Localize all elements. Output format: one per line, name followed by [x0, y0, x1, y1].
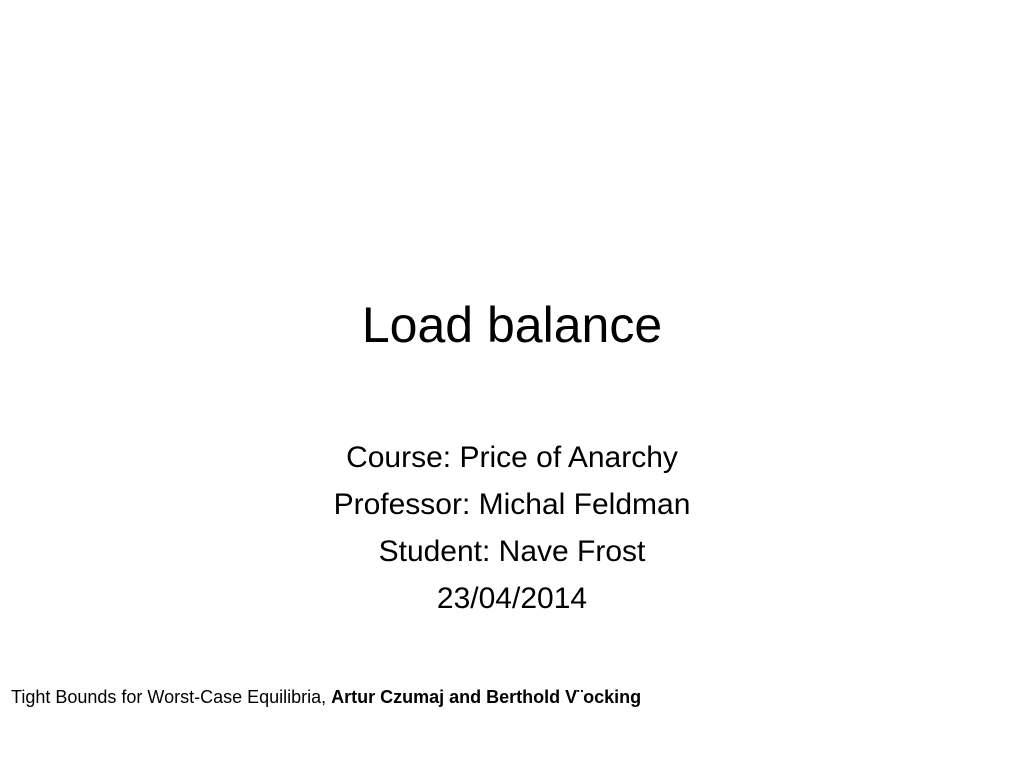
- slide-subtitle: [0, 434, 1024, 622]
- slide-title: Load balance: [361, 297, 663, 353]
- citation-authors: Artur Czumaj and Berthold V¨ocking: [331, 687, 642, 707]
- citation-footer: [11, 684, 1011, 710]
- course-line: Course: Price of Anarchy: [346, 441, 678, 474]
- date-line: 23/04/2014: [436, 582, 588, 615]
- professor-line: Professor: Michal Feldman: [333, 488, 691, 521]
- citation-paper-title: Tight Bounds for Worst-Case Equilibria,: [11, 687, 327, 707]
- student-line: Student: Nave Frost: [378, 535, 646, 568]
